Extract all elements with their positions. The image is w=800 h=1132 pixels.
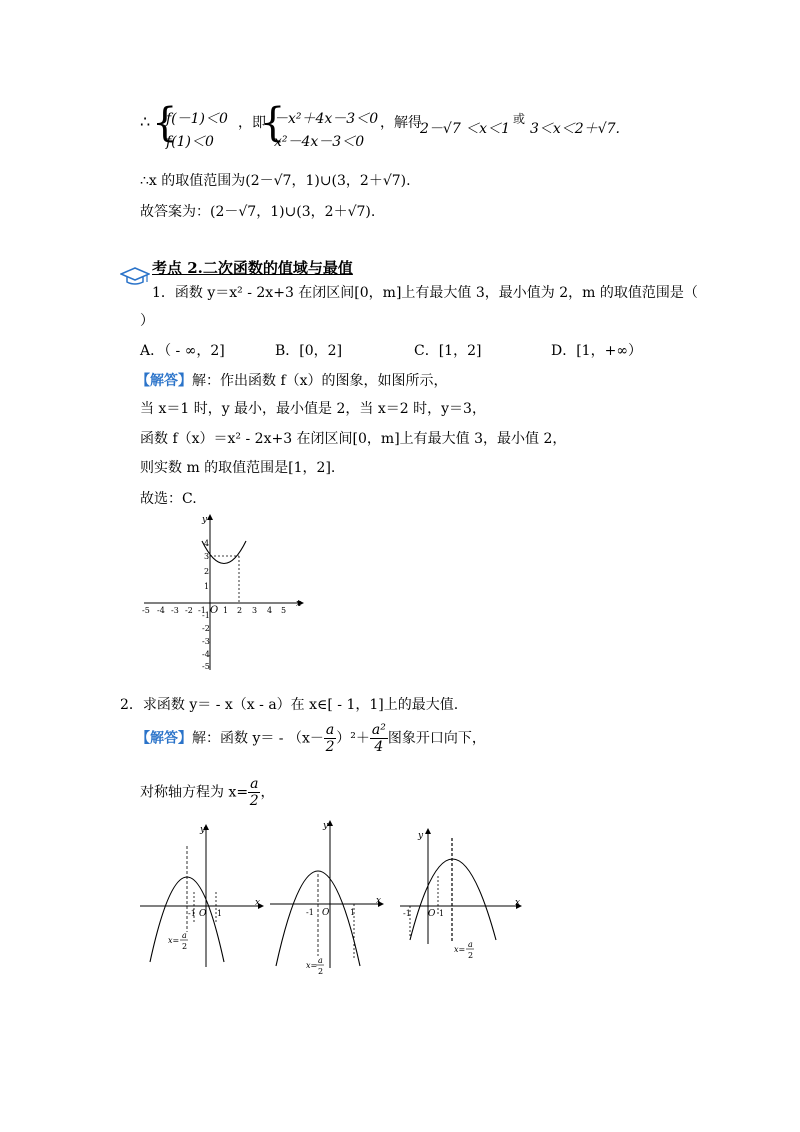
q1-x-tick: 4 [267, 606, 273, 615]
q2-g3-axis-eq: x= [454, 945, 466, 954]
q1-x-tick: -1 [198, 606, 206, 615]
q1-line-5: 故选：C. [140, 491, 197, 507]
q2-frac-a-over-2 [324, 722, 336, 755]
system2-row2: x²－4x－3＜0 [274, 134, 365, 150]
q2-line1-a: 解：函数 y＝ - （x－ [192, 730, 324, 747]
q1-y-tick: 3 [204, 552, 210, 561]
system1-row1: f(－1)＜0 [166, 111, 228, 127]
q1-x-ticks [142, 605, 286, 616]
q2-g2-axis-eq: x= [306, 961, 318, 970]
system2-row1: －x²＋4x－3＜0 [274, 111, 379, 127]
q2-g2-tick-pos1: 1 [350, 908, 356, 917]
q2-g3-tick-neg1: -1 [403, 909, 411, 918]
q2-g1-axis-num: a [182, 931, 187, 940]
q2-g3-origin: O [428, 909, 436, 919]
system1-row2: f(1)＜0 [166, 134, 214, 150]
left-brace-2: { [260, 100, 286, 146]
q1-x-tick: -5 [142, 606, 150, 615]
jiede-text: ，解得 [380, 115, 422, 131]
q1-y-ticks [202, 539, 210, 671]
q2-g3-y-label: y [418, 831, 424, 841]
q1-solution-first-line [136, 370, 448, 390]
q2-g1-origin: O [199, 909, 207, 919]
q2-frac2-num: a² [371, 722, 386, 738]
range-line: ∴x 的取值范围为(2－√7，1)∪(3，2＋√7). [140, 173, 411, 189]
q1-y-label: y [202, 515, 208, 525]
q2-stem: 2．求函数 y＝ - x（x - a）在 x∈[ - 1，1]上的最大值. [120, 697, 459, 713]
q1-x-tick: -4 [157, 606, 165, 615]
huo-text: 或 [513, 112, 526, 126]
q2-solution-line-2 [140, 776, 274, 809]
q1-x-tick: 5 [281, 606, 287, 615]
q1-option-d: D．[1，+∞） [551, 343, 642, 359]
q1-line-2: 当 x＝1 时，y 最小，最小值是 2，当 x＝2 时，y＝3， [140, 401, 486, 417]
q2-line1-c: 图象开口向下， [387, 730, 486, 747]
q2-g3-parabola [410, 859, 496, 940]
q2-frac2-den: 4 [374, 739, 384, 755]
q2-line2-a: 对称轴方程为 x= [140, 784, 249, 801]
q1-option-c: C．[1，2] [414, 343, 482, 359]
q1-stem-cont: ） [140, 313, 154, 329]
q1-line-1: 解：作出函数 f（x）的图象，如图所示， [192, 373, 448, 389]
q2-g1-x-label: x [255, 898, 261, 908]
q2-graph-3 [400, 826, 530, 966]
q1-x-label: x [296, 599, 302, 609]
q1-x-tick: 2 [237, 606, 243, 615]
q2-solution-line-1 [136, 722, 486, 755]
q1-y-tick: -1 [202, 611, 210, 620]
q2-answer-tag: 【解答】 [136, 730, 192, 747]
q2-g2-y-label: y [323, 821, 329, 831]
q2-g2-tick-neg1: -1 [306, 908, 314, 917]
therefore-symbol: ∴ [140, 112, 151, 131]
q1-y-tick: -4 [202, 650, 210, 659]
q1-parabola-graph [140, 512, 310, 672]
q2-graph-2 [270, 818, 390, 978]
solution-2: 3＜x＜2＋√7. [530, 121, 620, 137]
left-brace-1: { [152, 100, 178, 146]
q2-g2-axis-den: 2 [318, 967, 324, 976]
answer-line: 故答案为：(2－√7，1)∪(3，2＋√7). [140, 204, 376, 220]
solution-1: 2－√7 ＜x＜1 [420, 121, 510, 137]
q1-origin-label: O [210, 605, 219, 616]
q2-g1-y-label: y [200, 825, 206, 835]
q1-line-3: 函数 f（x）＝x² - 2x+3 在闭区间[0，m]上有最大值 3，最小值 2， [140, 431, 567, 447]
q2-line1-b: ）²＋ [336, 730, 370, 747]
q1-x-tick: 3 [252, 606, 258, 615]
q1-x-tick: -3 [171, 606, 179, 615]
ji-text: ，即 [238, 115, 266, 131]
section-title: 考点 2.二次函数的值域与最值 [152, 259, 353, 277]
q2-g3-axis-num: a [468, 940, 473, 949]
graduation-cap-icon [120, 266, 150, 286]
q2-frac-den: 2 [325, 739, 335, 755]
q2-g3-x-label: x [515, 898, 521, 908]
q1-y-tick: 4 [204, 539, 210, 548]
q2-axis-num: a [250, 776, 259, 792]
q1-stem: 1．函数 y＝x² - 2x+3 在闭区间[0，m]上有最大值 3，最小值为 2，m 的取值范围是（ [152, 285, 698, 301]
q2-g2-axis-num: a [318, 956, 323, 965]
q2-frac-num: a [325, 722, 335, 738]
q2-g2-origin: O [322, 908, 330, 918]
q1-option-b: B．[0，2] [275, 343, 343, 359]
q1-x-tick: -2 [185, 606, 193, 615]
q2-frac-axis [248, 776, 260, 809]
q2-g1-tick-pos1: 1 [217, 909, 223, 918]
q2-frac-a2-over-4 [370, 722, 388, 755]
q1-y-tick: -5 [202, 662, 210, 671]
q2-g3-tick-pos1: 1 [439, 909, 445, 918]
q1-line-4: 则实数 m 的取值范围是[1，2]. [140, 460, 336, 476]
q2-g1-tick-neg1: -1 [188, 909, 196, 918]
q2-g3-axis-den: 2 [468, 951, 474, 960]
q2-g2-x-label: x [376, 896, 382, 906]
q2-graph-1 [140, 822, 270, 972]
q1-y-tick: 1 [204, 582, 210, 591]
q1-answer-tag: 【解答】 [136, 373, 192, 389]
q1-x-tick: 1 [223, 606, 229, 615]
q1-y-tick: 2 [204, 567, 210, 576]
q2-axis-den: 2 [249, 793, 259, 809]
q2-g1-axis-den: 2 [182, 942, 188, 951]
q1-y-tick: -2 [202, 624, 210, 633]
q2-g1-axis-eq: x= [168, 936, 180, 945]
q1-y-tick: -3 [202, 637, 210, 646]
q1-option-a: A．（ - ∞，2] [140, 343, 225, 359]
q2-line2-b: ， [260, 784, 275, 801]
